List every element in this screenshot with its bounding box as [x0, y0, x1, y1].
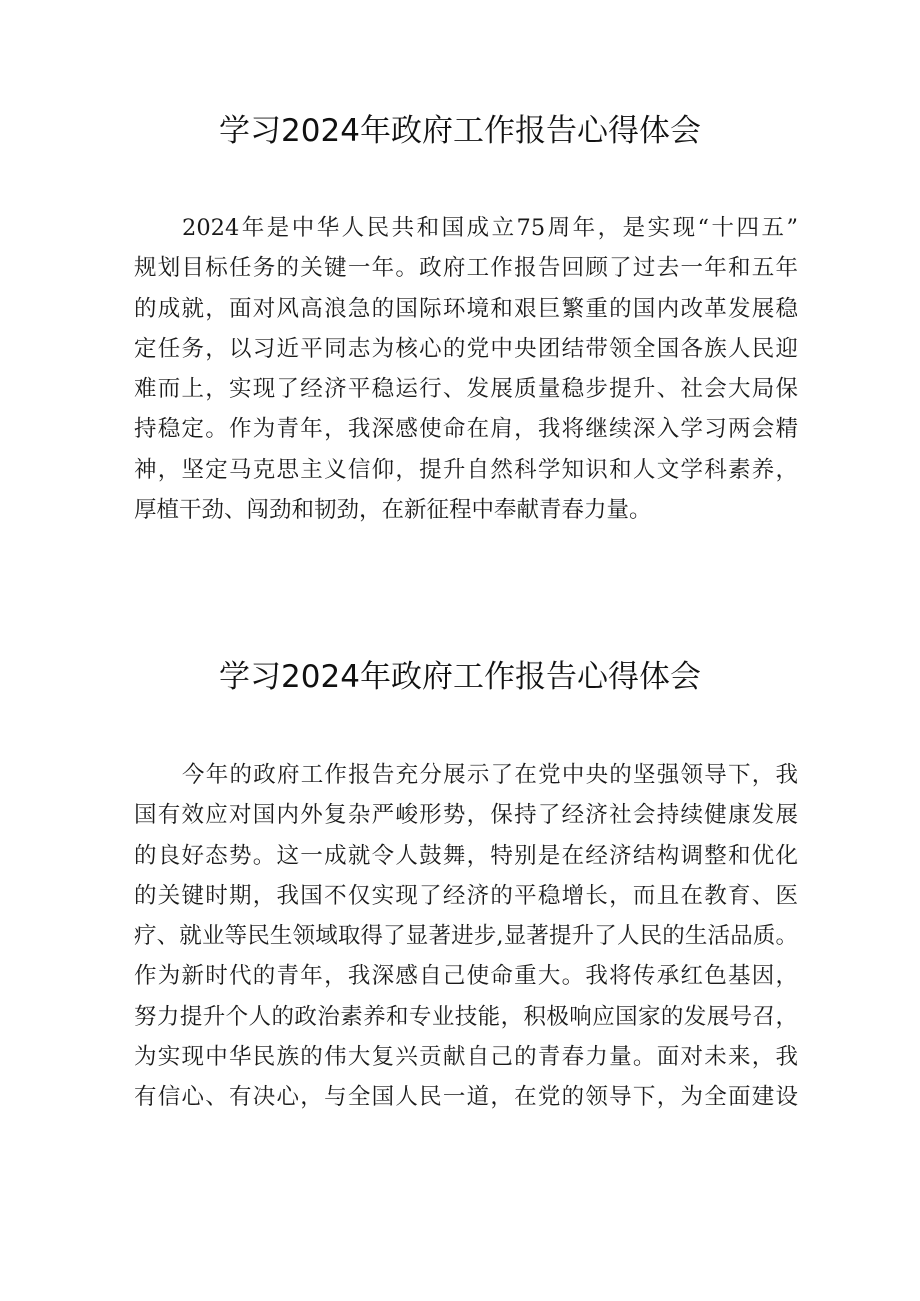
paragraph-line: 难而上，实现了经济平稳运行、发展质量稳步提升、社会大局保: [134, 376, 798, 403]
paragraph-line: 定任务，以习近平同志为核心的党中央团结带领全国各族人民迎: [134, 335, 798, 362]
paragraph-line: 疗、就业等民生领域取得了显著进步,显著提升了人民的生活品质。: [134, 923, 798, 950]
paragraph-line: 国有效应对国内外复杂严峻形势，保持了经济社会持续健康发展: [134, 802, 798, 829]
paragraph-line: 持稳定。作为青年，我深感使命在肩，我将继续深入学习两会精: [134, 416, 798, 443]
paragraph-line: 为实现中华民族的伟大复兴贡献自己的青春力量。面对未来，我: [134, 1044, 798, 1071]
paragraph-line: 2024年是中华人民共和国成立75周年，是实现“十四五”: [182, 215, 798, 241]
paragraph-line: 的良好态势。这一成就令人鼓舞，特别是在经济结构调整和优化: [134, 842, 798, 869]
paragraph-line: 的关键时期，我国不仅实现了经济的平稳增长，而且在教育、医: [134, 882, 798, 909]
section-2-title: 学习2024年政府工作报告心得体会: [219, 659, 701, 695]
paragraph-line: 今年的政府工作报告充分展示了在党中央的坚强领导下，我: [182, 762, 798, 788]
paragraph-line: 有信心、有决心，与全国人民一道，在党的领导下，为全面建设: [134, 1084, 798, 1111]
paragraph-line: 规划目标任务的关键一年。政府工作报告回顾了过去一年和五年: [134, 255, 798, 282]
section-1-title: 学习2024年政府工作报告心得体会: [219, 113, 701, 149]
paragraph-line: 神，坚定马克思主义信仰，提升自然科学知识和人文学科素养，: [134, 456, 798, 483]
paragraph-line: 厚植干劲、闯劲和韧劲，在新征程中奉献青春力量。: [134, 497, 652, 524]
paragraph-line: 努力提升个人的政治素养和专业技能，积极响应国家的发展号召，: [134, 1003, 798, 1030]
section-1-paragraph: [134, 208, 798, 530]
paragraph-line: 作为新时代的青年，我深感自己使命重大。我将传承红色基因，: [134, 963, 798, 990]
section-2-paragraph: [134, 755, 798, 1118]
paragraph-line: 的成就，面对风高浪急的国际环境和艰巨繁重的国内改革发展稳: [134, 295, 798, 322]
